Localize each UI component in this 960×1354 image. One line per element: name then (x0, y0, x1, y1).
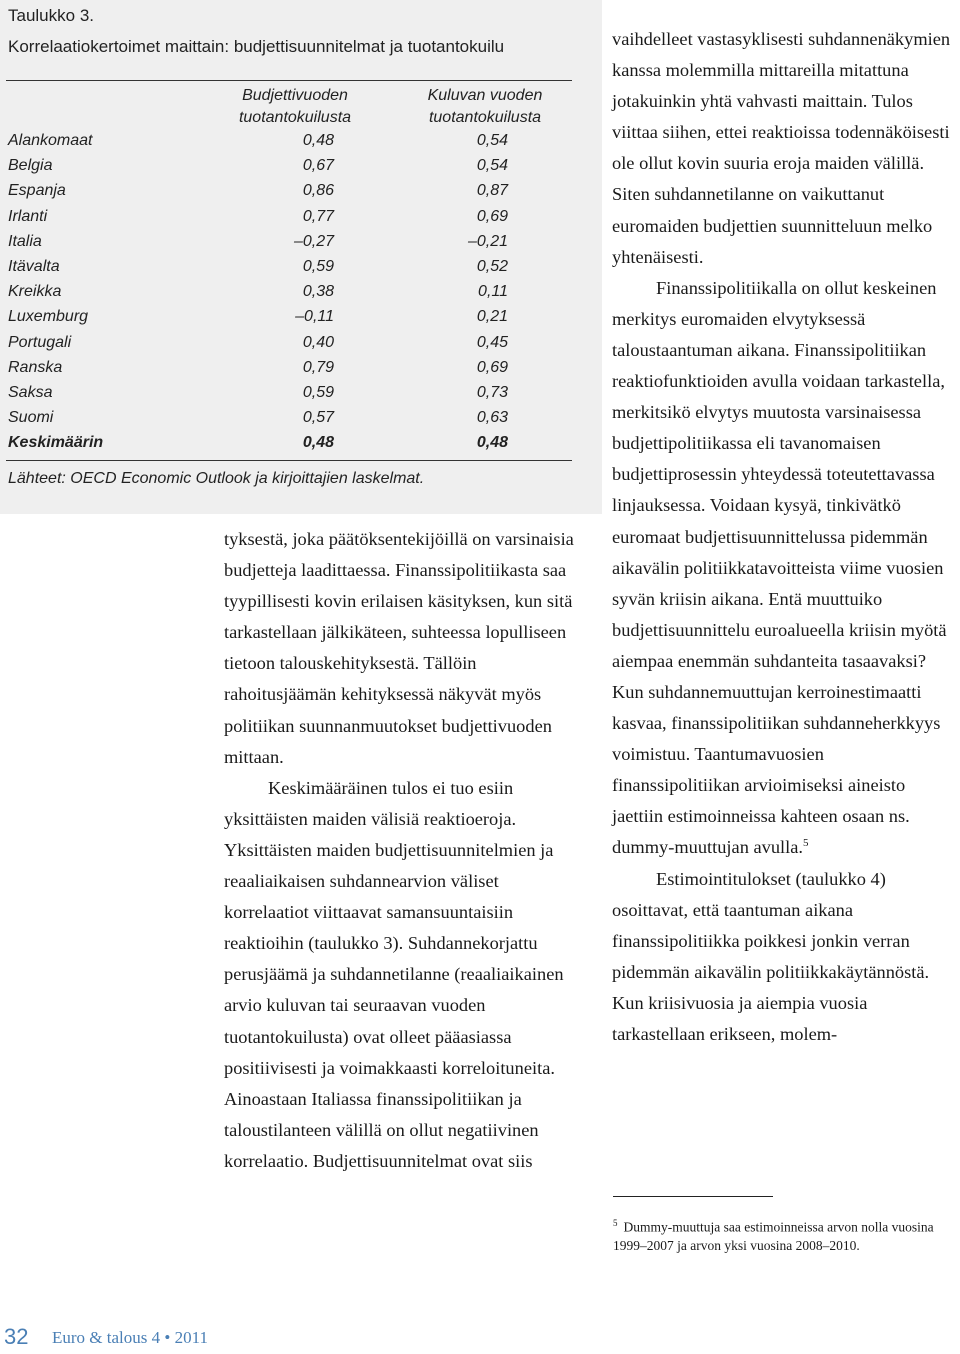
country-cell: Alankomaat (8, 132, 93, 149)
budget-year-cell: 0,67 (302, 157, 334, 175)
current-year-cell: 0,21 (476, 308, 508, 326)
paragraph: Keskimääräinen tulos ei tuo esiin yksittäisten maiden välisiä reaktioeroja. Yksittäisten maiden budjettisuunnitelmien ja reaaliaikaisen suhdannearvion väliset korrelaatiot viittaavat samansuuntaisiin reaktioihin (taulukko 3). Suhdannekorjattu perusjäämä ja suhdannetilanne (reaaliaikainen arvio kuluvan tai seuraavan vuoden tuotantokuilusta) ovat olleet pääasiassa positiivisesti ja voimakkaasti korreloituneita. Ainoastaan Italiassa finanssipolitiikan ja taloustilanteen välillä on ollut negatiivinen korrelaatio. Budjettisuunnitelmat ovat siis (224, 777, 564, 1171)
budget-year-cell: 0,86 (302, 182, 334, 200)
current-year-cell: 0,63 (476, 409, 508, 427)
budget-year-cell: –0,27 (293, 232, 334, 250)
table-row (0, 382, 600, 407)
country-cell: Suomi (8, 409, 54, 427)
budget-year-cell: 0,77 (302, 207, 334, 225)
paragraph: Estimointitulokset (taulukko 4) osoittavat, että taantuman aikana finanssipolitiikka poikkesi jonkin verran pidemmän aikavälin politiikkakäytännöstä. Kun kriisivuosia ja aiempia vuosia tarkastellaan erikseen, molem- (612, 868, 930, 1044)
table-body (0, 130, 600, 457)
table-row (0, 155, 600, 180)
table-row (0, 357, 600, 382)
column-header-current-year: Kuluvan vuoden tuotantokuilusta (427, 87, 543, 126)
paragraph: vaihdelleet vastasyklisesti suhdannenäkymien kanssa molemmilla mittareilla mitattuna jotakuinkin yhtä vahvasti maittain. Tulos viittaa siihen, ettei reaktioissa todennäköisesti ole ollut kovin suuria eroja maiden välillä. Siten suhdannetilanne on vaikuttanut euromaiden budjettien suunnitteluun melko yhtenäisesti. (612, 29, 951, 267)
budget-year-cell: 0,38 (302, 283, 334, 301)
table-title: Korrelaatiokertoimet maittain: budjettisuunnitelmat ja tuotantokuilu (8, 37, 505, 56)
budget-year-cell: 0,40 (302, 333, 334, 351)
column-header-budget-year: Budjettivuoden tuotantokuilusta (238, 87, 352, 126)
table-row (0, 407, 600, 432)
current-year-cell: 0,45 (476, 333, 508, 351)
country-cell: Itävalta (8, 257, 60, 275)
right-text-column (612, 24, 956, 1050)
budget-year-cell: 0,79 (302, 358, 334, 376)
country-cell: Italia (8, 232, 42, 250)
journal-name: Euro & talous 4 • 2011 (52, 1328, 208, 1347)
country-cell: Belgia (8, 157, 53, 175)
footnote-rule (613, 1196, 773, 1197)
middle-text-column (224, 524, 574, 1177)
table-row (0, 332, 600, 357)
budget-year-cell: 0,57 (302, 409, 334, 427)
country-cell: Kreikka (8, 283, 62, 301)
budget-year-cell: –0,11 (295, 308, 334, 326)
table-top-rule (6, 80, 572, 81)
current-year-cell: 0,54 (476, 157, 508, 175)
table-row (0, 281, 600, 306)
table-box (0, 0, 602, 514)
country-cell: Saksa (8, 383, 53, 401)
current-year-cell: –0,21 (467, 232, 508, 250)
table-row (0, 206, 600, 231)
paragraph: tyksestä, joka päätöksentekijöillä on varsinaisia budjetteja laadittaessa. Finanssipolitiikasta saa tyypillisesti kovin erilaisen käsityksen, kun sitä tarkastellaan jälkikäteen, suhteessa lopulliseen tietoon talouskehityksestä. Tällöin rahoitusjäämän kehityksessä näkyvät myös politiikan suunnanmuutokset budjettivuoden mittaan. (224, 529, 574, 767)
country-cell: Ranska (8, 358, 63, 376)
table-label: Taulukko 3. (8, 6, 94, 25)
current-year-cell: 0,48 (476, 434, 508, 452)
current-year-cell: 0,54 (476, 132, 508, 149)
country-cell: Portugali (8, 333, 72, 351)
budget-year-cell: 0,59 (302, 257, 334, 275)
table-source: Lähteet: OECD Economic Outlook ja kirjoittajien laskelmat. (8, 470, 425, 487)
table-row (0, 231, 600, 256)
footnote-text: Dummy-muuttuja saa estimoinneissa arvon nolla vuosina 1999–2007 ja arvon yksi vuosina 2008–2010. (613, 1219, 934, 1253)
budget-year-cell: 0,59 (302, 383, 334, 401)
footnote-reference[interactable]: 5 (803, 837, 809, 850)
table-row (0, 130, 600, 155)
current-year-cell: 0,69 (476, 358, 508, 376)
current-year-cell: 0,73 (476, 383, 508, 401)
country-cell: Irlanti (8, 207, 48, 225)
table-row-average (0, 432, 600, 457)
current-year-cell: 0,87 (476, 182, 508, 200)
table-row (0, 180, 600, 205)
table-row (0, 256, 600, 281)
table-row (0, 306, 600, 331)
budget-year-cell: 0,48 (302, 132, 334, 149)
budget-year-cell: 0,48 (302, 434, 334, 452)
table-bottom-rule (6, 460, 572, 461)
paragraph: Finanssipolitiikalla on ollut keskeinen merkitys euromaiden elvytyksessä taloustaantuman aikana. Finanssipolitiikan reaktiofunktioiden avulla voidaan tarkastella, merkitsikö elvytys muutosta varsinaisessa budjettipolitiikassa eli tavanomaisen budjettiprosessin yhteydessä toteutettavassa linjauksessa. Voidaan kysyä, tinkivätkö euromaat budjettisuunnittelussa pidemmän aikavälin politiikkatavoitteista viime vuosien syvän kriisin aikana. Entä muuttuiko budjettisuunnittelu euroalueella kriisin myötä aiempaa enemmän suhdanteita tasaavaksi? Kun suhdannemuuttujan kerroinestimaatti kasvaa, finanssipolitiikan suhdanneherkkyys voimistuu. Taantumavuosien finanssipolitiikan arvioimiseksi aineisto jaettiin estimoinneissa kahteen osaan ns. dummy-muuttujan avulla.$^5$ (612, 277, 947, 858)
current-year-cell: 0,52 (476, 257, 508, 275)
current-year-cell: 0,69 (476, 207, 508, 225)
country-cell: Espanja (8, 182, 66, 200)
current-year-cell: 0,11 (478, 283, 508, 301)
country-cell: Luxemburg (8, 308, 89, 326)
country-cell: Keskimäärin (8, 434, 104, 452)
footnote-number: 5 (613, 1218, 618, 1228)
footnote (613, 1214, 957, 1255)
page-number: 32 (4, 1324, 29, 1349)
